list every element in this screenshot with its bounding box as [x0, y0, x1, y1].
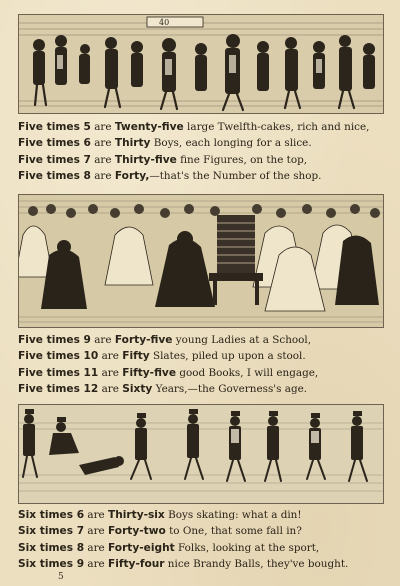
- connector-text: are: [84, 558, 108, 571]
- product: Fifty-five: [122, 366, 177, 379]
- multiplier: Five times 7: [18, 153, 91, 166]
- verse-text: to One, that some fall in?: [165, 525, 302, 538]
- connector-text: are: [84, 525, 108, 538]
- connector-text: are: [90, 334, 115, 346]
- connector-text: are: [84, 541, 108, 554]
- verse-line: [18, 556, 384, 572]
- verse-line: [18, 152, 384, 168]
- multiplier: Five times 9: [18, 334, 91, 346]
- connector-text: are: [90, 121, 115, 133]
- multiplier: Five times 10: [18, 350, 99, 363]
- multiplier: Six times 6: [18, 509, 85, 521]
- connector-text: are: [98, 366, 123, 379]
- product: Thirty-five: [114, 153, 177, 166]
- stanza-1: [18, 119, 384, 185]
- verse-text: Folks, looking at the sport,: [174, 541, 320, 554]
- verse-text: good Books, I will engage,: [176, 366, 319, 379]
- skating-engraving: [18, 404, 384, 504]
- verse-line: [18, 135, 384, 151]
- multiplier: Five times 8: [18, 170, 91, 183]
- verse-line: [18, 348, 384, 364]
- product: Twenty-five: [114, 121, 184, 133]
- product: Forty,: [114, 170, 150, 183]
- connector-text: are: [90, 170, 115, 183]
- stanza-2: [18, 332, 384, 398]
- verse-line: [18, 381, 384, 397]
- connector-text: are: [84, 509, 108, 521]
- verse-text: Boys, each longing for a slice.: [150, 137, 312, 150]
- connector-text: are: [90, 137, 115, 150]
- product: Fifty: [122, 350, 150, 363]
- connector-text: are: [98, 383, 123, 396]
- multiplier: Six times 9: [18, 558, 85, 571]
- stanza-3: [18, 507, 384, 573]
- product: Thirty-six: [108, 509, 165, 521]
- product: Sixty: [122, 383, 153, 396]
- verse-text: fine Figures, on the top,: [176, 153, 308, 166]
- multiplier: Five times 5: [18, 121, 91, 133]
- verse-line: [18, 507, 384, 523]
- verse-text: Slates, piled up upon a stool.: [149, 350, 306, 363]
- verse-text: young Ladies at a School,: [172, 334, 312, 346]
- verse-text: Boys skating: what a din!: [164, 509, 302, 521]
- school-engraving: [18, 194, 384, 328]
- verse-line: [18, 332, 384, 348]
- connector-text: are: [98, 350, 123, 363]
- verse-line: [18, 365, 384, 381]
- cake-shop-scene: [19, 15, 383, 113]
- connector-text: are: [90, 153, 115, 166]
- verse-text: Years,—the Governess's age.: [152, 383, 308, 396]
- multiplier: Six times 7: [18, 525, 85, 538]
- multiplier: Five times 6: [18, 137, 91, 150]
- page-number: 5: [58, 572, 64, 582]
- multiplier: Five times 11: [18, 366, 99, 379]
- verse-line: [18, 168, 384, 184]
- multiplier: Five times 12: [18, 383, 99, 396]
- product: Forty-five: [114, 334, 173, 346]
- verse-line: [18, 119, 384, 135]
- product: Forty-two: [108, 525, 166, 538]
- product: Thirty: [114, 137, 151, 150]
- shop-sign: [147, 17, 203, 27]
- product: Fifty-four: [108, 558, 165, 571]
- product: Forty-eight: [108, 541, 175, 554]
- skating-scene: [19, 405, 383, 503]
- verse-text: nice Brandy Balls, they've bought.: [164, 558, 349, 571]
- shop-sign-number: 40: [159, 18, 170, 27]
- cake-shop-engraving: [18, 14, 384, 114]
- verse-text: —that's the Number of the shop.: [149, 170, 322, 183]
- school-scene: [19, 195, 383, 327]
- verse-line: [18, 523, 384, 539]
- verse-text: large Twelfth-cakes, rich and nice,: [183, 121, 370, 133]
- multiplier: Six times 8: [18, 541, 85, 554]
- verse-line: [18, 540, 384, 556]
